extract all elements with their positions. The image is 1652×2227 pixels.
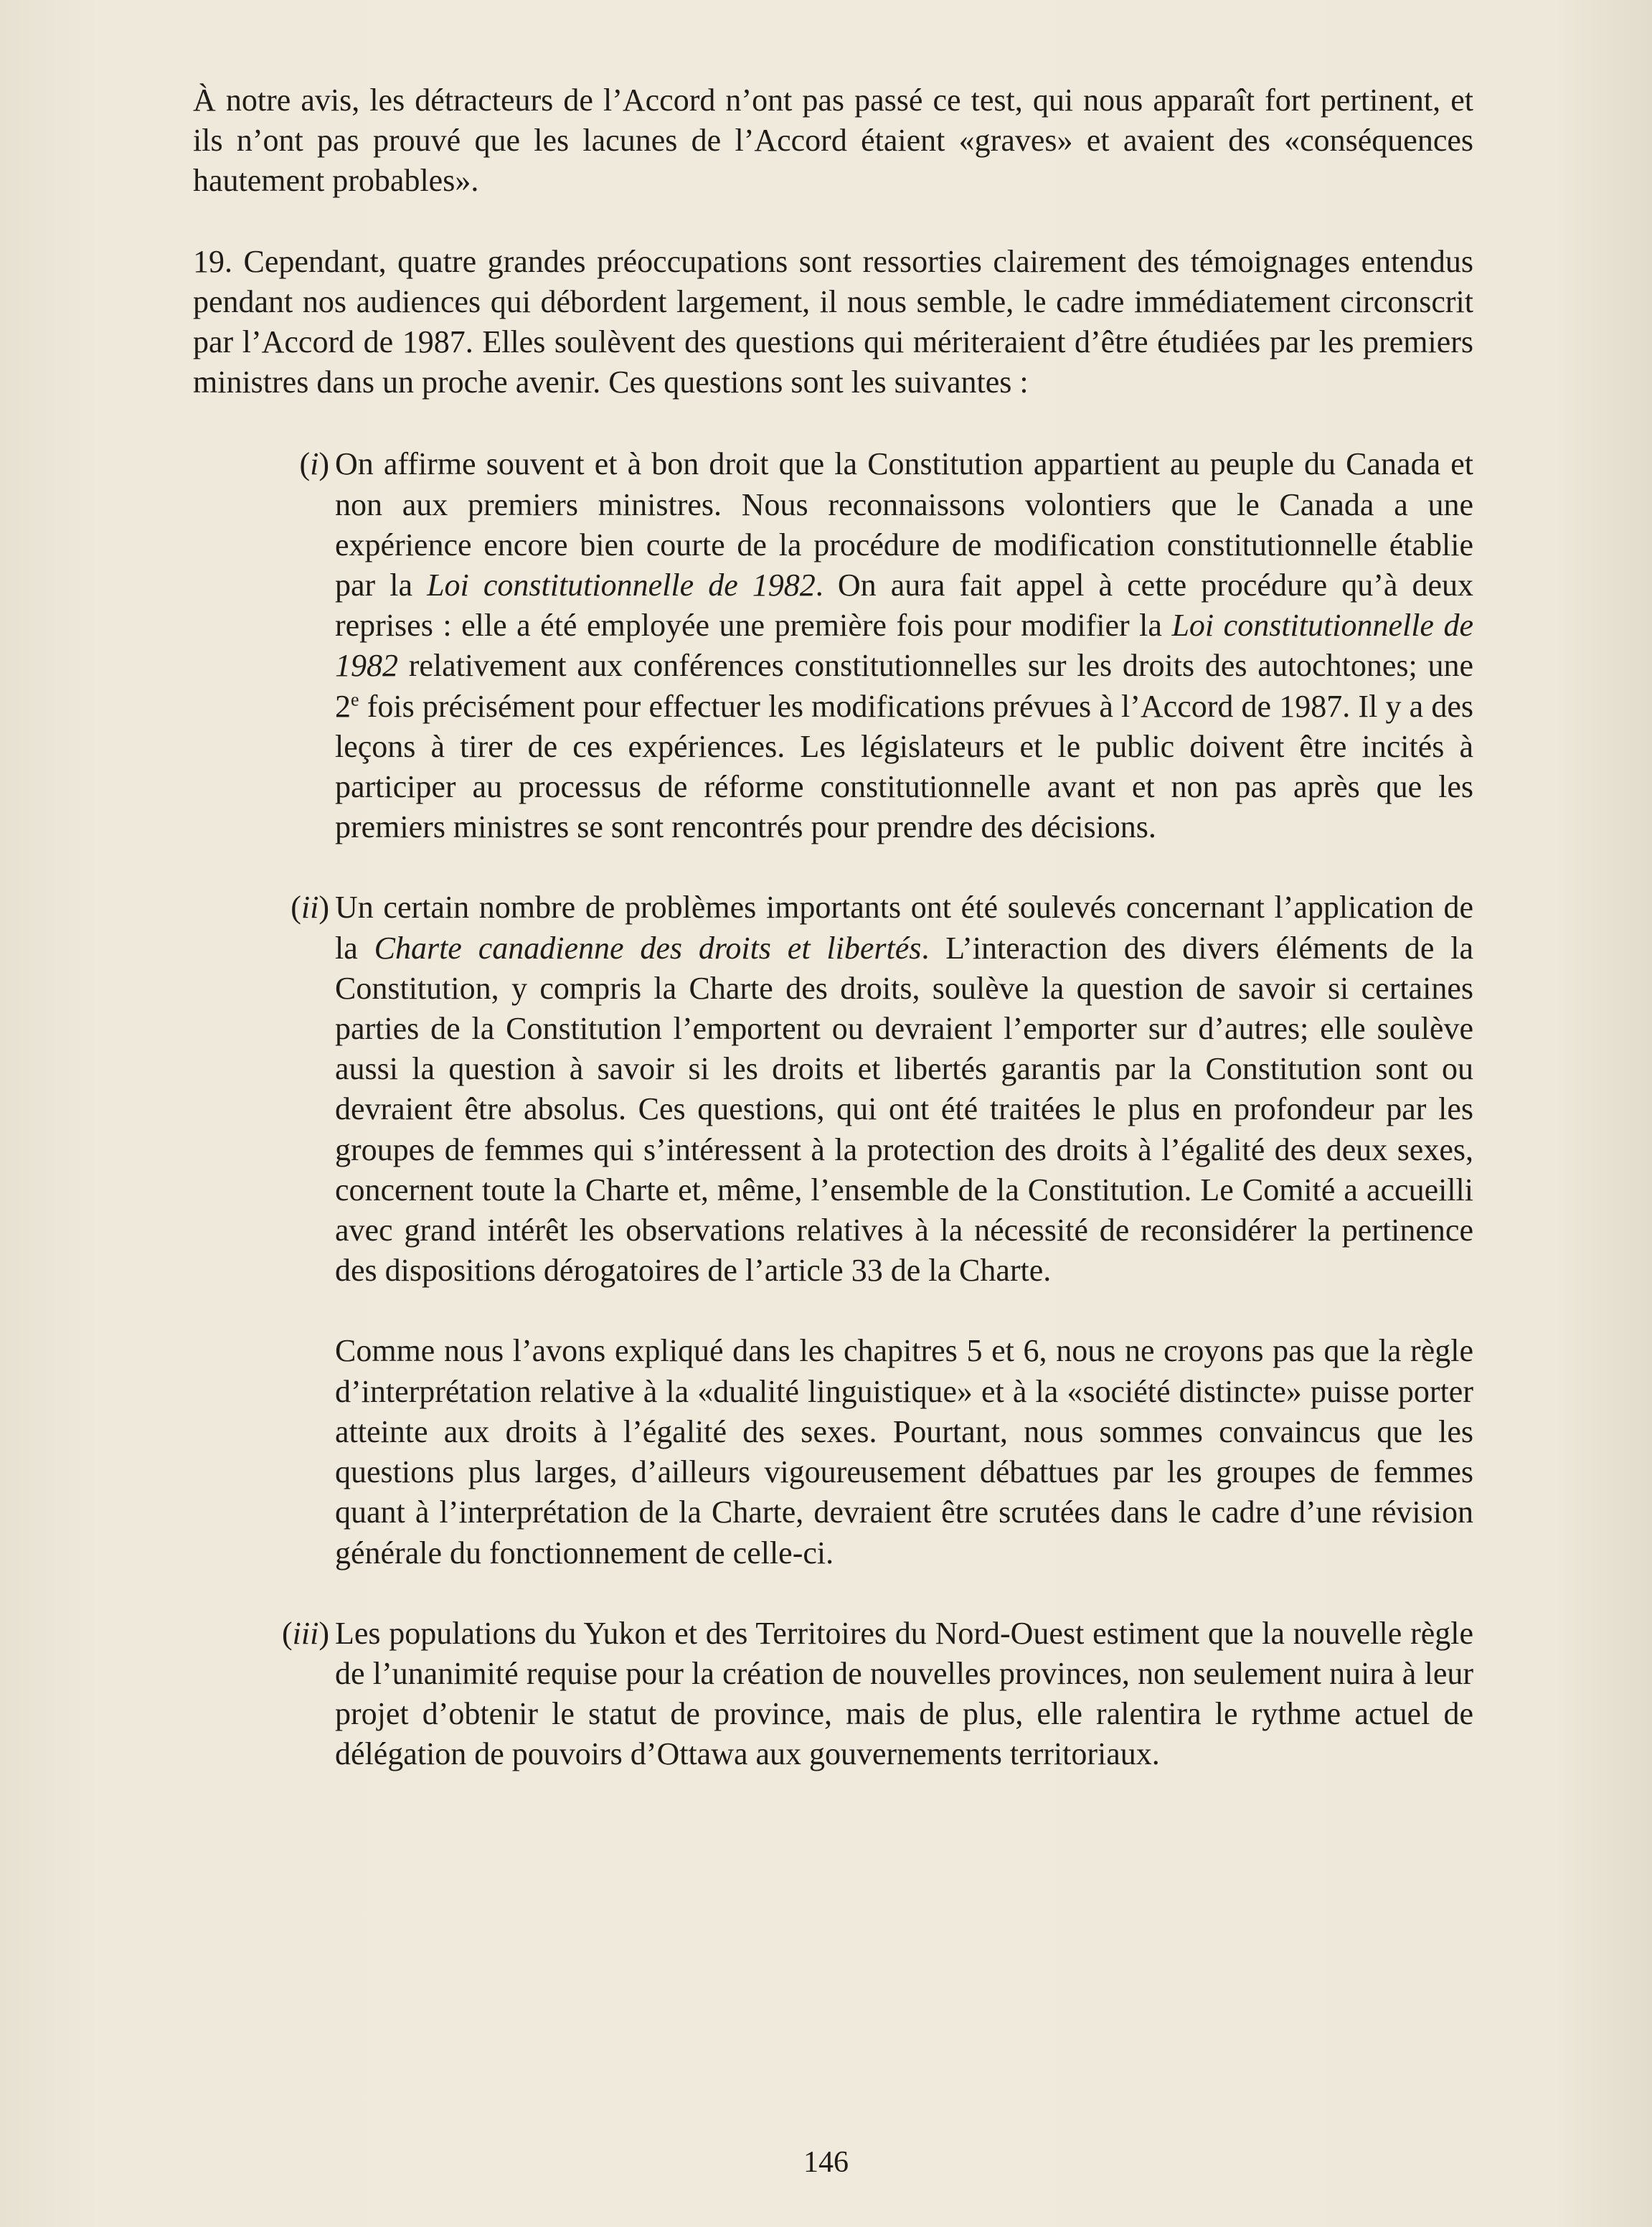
item-marker: (i) <box>299 446 329 482</box>
item-i-text: On affirme souvent et à bon droit que la Constitution appartient au peuple du Canada et non aux premiers ministres. Nous reconnaissons volontiers que le Canada a une expérience encore bien courte de la procédure de modification constitutionnelle établie par la Loi constitutionnelle de 1982. On aura fait appel à cette procédure qu’à deux reprises : elle a été employée une première fois pour modifier la Loi constitutionnelle de 1982 relativement aux conférences constitutionnelles sur les droits des autochtones; une 2e fois précisément pour effectuer les modifications prévues à l’Accord de 1987. Il y a des leçons à tirer de ces expériences. Les législateurs et le public doivent être incités à participer au processus de réforme constitutionnelle avant et non pas après que les premiers ministres se sont rencontrés pour prendre des décisions. <box>335 446 1474 845</box>
item-ii-text: Un certain nombre de problèmes importants ont été soulevés concernant l’application de la Charte canadienne des droits et libertés. L’interaction des divers éléments de la Constitution, y compris la Charte des droits, soulève la question de savoir si certaines parties de la Constitution l’emportent ou devraient l’emporter sur d’autres; elle soulève aussi la question à savoir si les droits et libertés garantis par la Constitution sont ou devraient être absolus. Ces questions, qui ont été traitées le plus en profondeur par les groupes de femmes qui s’intéressent à la protection des droits à l’égalité des deux sexes, concernent toute la Charte et, même, l’ensemble de la Constitution. Le Comité a accueilli avec grand intérêt les observations relatives à la nécessité de reconsidérer la pertinence des dispositions dérogatoires de l’article 33 de la Charte. <box>335 890 1473 1289</box>
item-marker: (ii) <box>291 890 329 926</box>
item-ii-continuation: Comme nous l’avons expliqué dans les chapitres 5 et 6, nous ne croyons pas que la règle d’interprétation relative à la «dualité linguistique» et à la «société distincte» puisse porter atteinte aux droits à l’égalité des sexes. Pourtant, nous sommes convaincus que les questions plus larges, d’ailleurs vigoureusement débattues par les groupes de femmes quant à l’interprétation de la Charte, devraient être scrutées dans le cadre d’une révision générale du fonctionnement de celle-ci. <box>335 1333 1473 1571</box>
list-item-i <box>193 444 1473 847</box>
paragraph-19: 19. Cependant, quatre grandes préoccupations sont ressorties clairement des témoignages entendus pendant nos audiences qui débordent largement, il nous semble, le cadre immédiatement circonscrit par l’Accord de 1987. Elles soulèvent des questions qui mériteraient d’être étudiées par les premiers ministres dans un proche avenir. Ces questions sont les suivantes : <box>193 243 1473 400</box>
charter-title: Charte canadienne des droits et libertés <box>374 930 922 966</box>
body-text <box>193 80 1473 1815</box>
law-title: Loi constitutionnelle de 1982 <box>335 608 1474 684</box>
list-item-iii <box>193 1614 1473 1775</box>
page-number: 146 <box>803 2146 849 2179</box>
intro-paragraph: À notre avis, les détracteurs de l’Accord n’ont pas passé ce test, qui nous apparaît fort pertinent, et ils n’ont pas prouvé que les lacunes de l’Accord étaient «graves» et avaient des «conséquences hautement probables». <box>193 83 1473 199</box>
ordinal-superscript: e <box>351 688 359 710</box>
item-iii-text: Les populations du Yukon et des Territoires du Nord-Ouest estiment que la nouvelle règle de l’unanimité requise pour la création de nouvelles provinces, non seulement nuira à leur projet d’obtenir le statut de province, mais de plus, elle ralentira le rythme actuel de délégation de pouvoirs d’Ottawa aux gouvernements territoriaux. <box>335 1615 1473 1772</box>
law-title: Loi constitutionnelle de 1982 <box>427 568 816 603</box>
item-marker: (iii) <box>282 1615 329 1651</box>
list-item-ii <box>193 887 1473 1573</box>
